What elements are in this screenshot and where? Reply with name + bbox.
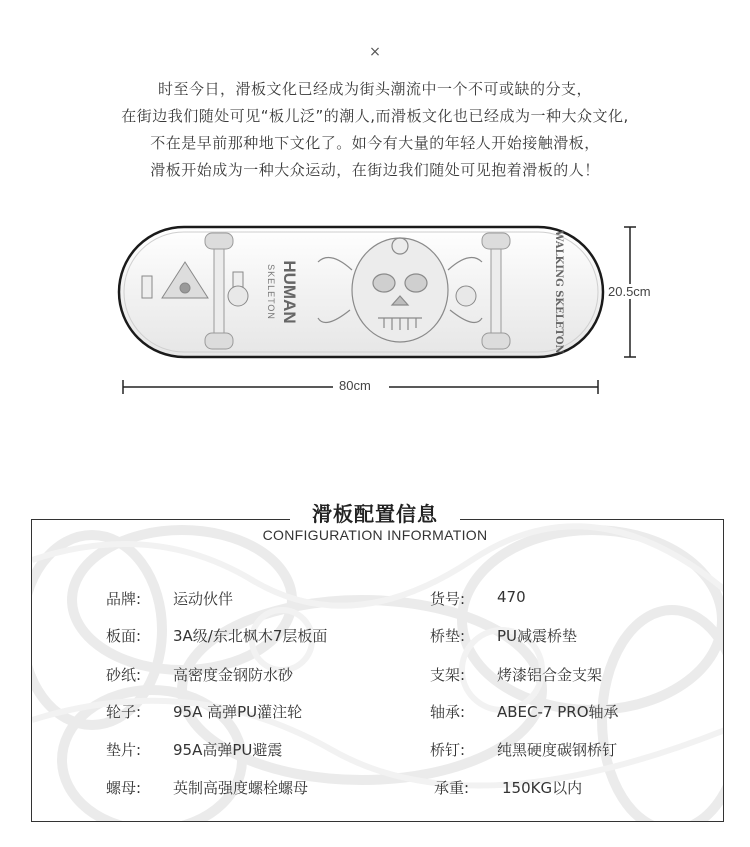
length-label: 80cm (339, 378, 371, 393)
spec-value: PU减震桥垫 (497, 627, 578, 645)
spec-value: 烤漆铝合金支架 (497, 666, 603, 684)
spec-label: 砂纸: (106, 666, 142, 684)
spec-label: 支架: (430, 666, 466, 684)
spec-label: 品牌: (106, 590, 142, 608)
spec-value: 纯黑硬度碳钢桥钉 (497, 741, 618, 759)
close-icon[interactable]: × (369, 44, 381, 60)
spec-value: 95A高弹PU避震 (173, 741, 283, 759)
spec-value: 470 (497, 588, 526, 606)
intro-line: 在街边我们随处可见“板儿泛”的潮人,而滑板文化也已经成为一种大众文化, (121, 107, 629, 125)
spec-value: 高密度金钢防水砂 (173, 666, 294, 684)
spec-value: 95A 高弹PU灌注轮 (173, 703, 303, 721)
deck-subtext: SKELETON (266, 264, 276, 320)
deck-text: HUMAN (280, 260, 299, 324)
spec-value: 运动伙伴 (173, 590, 234, 608)
spec-value: 150KG以内 (502, 779, 583, 797)
intro-line: 时至今日，滑板文化已经成为街头潮流中一个不可或缺的分支， (157, 80, 592, 98)
deck-side-text: WALKING SKELETON (553, 230, 564, 354)
spec-label: 轮子: (106, 703, 142, 721)
spec-value: 英制高强度螺栓螺母 (173, 779, 309, 797)
section-subtitle: CONFIGURATION INFORMATION (262, 527, 488, 543)
spec-label: 承重: (434, 779, 470, 797)
intro-line: 滑板开始成为一种大众运动，在街边我们随处可见抱着滑板的人！ (150, 161, 600, 179)
skateboard-image (0, 0, 750, 420)
width-label: 20.5cm (608, 284, 651, 299)
spec-label: 桥垫: (430, 627, 466, 645)
intro-line: 不在是早前那种地下文化了。如今有大量的年轻人开始接触滑板， (150, 134, 600, 152)
spec-label: 板面: (106, 627, 142, 645)
spec-label: 轴承: (430, 703, 466, 721)
spec-label: 垫片: (106, 741, 142, 759)
section-title: 滑板配置信息 (0, 498, 750, 527)
spec-label: 桥钉: (430, 741, 466, 759)
spec-value: 3A级/东北枫木7层板面 (173, 627, 328, 645)
spec-label: 螺母: (106, 779, 142, 797)
spec-label: 货号: (430, 590, 466, 608)
spec-value: ABEC-7 PRO轴承 (497, 703, 619, 721)
